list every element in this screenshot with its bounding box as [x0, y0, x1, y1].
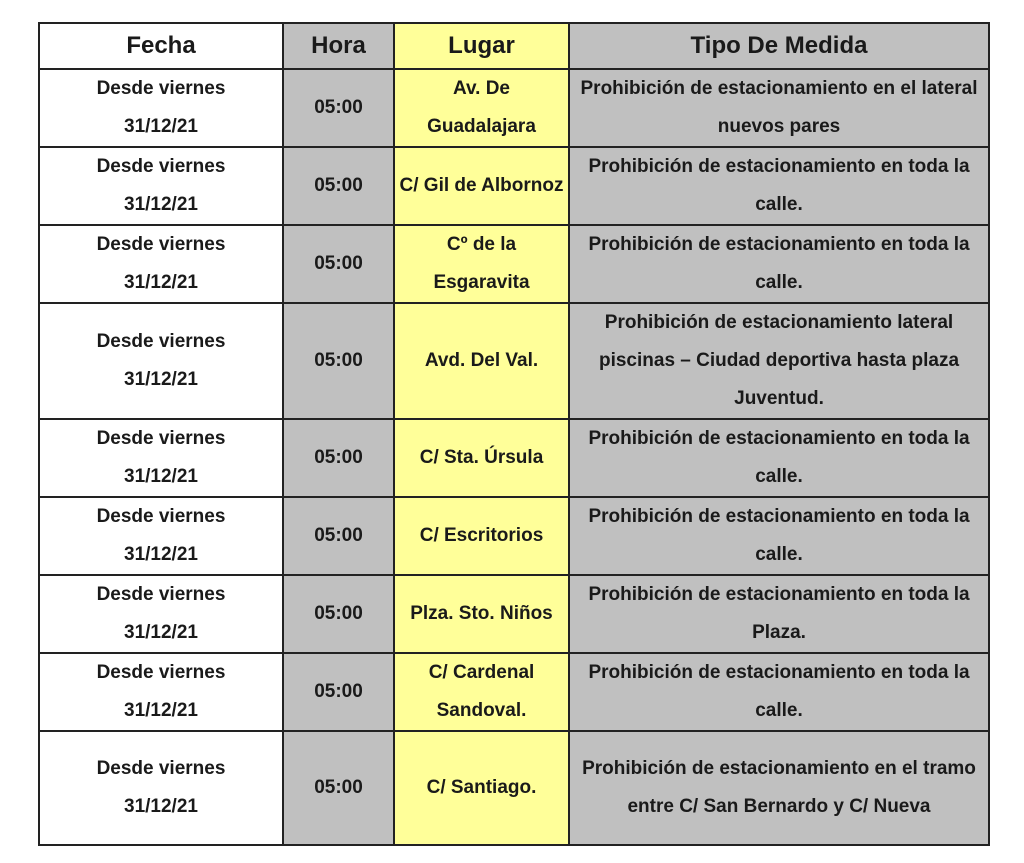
fecha-date: 31/12/21 [124, 369, 198, 390]
fecha-cell [39, 225, 283, 303]
lugar-cell: C/ Escritorios [394, 497, 569, 575]
fecha-cell [39, 575, 283, 653]
header-hora: Hora [283, 23, 394, 69]
hora-cell: 05:00 [283, 731, 394, 845]
tipo-cell: Prohibición de estacionamiento en toda la Plaza. [569, 575, 989, 653]
lugar-cell: C/ Sta. Úrsula [394, 419, 569, 497]
lugar-cell: C/ Santiago. [394, 731, 569, 845]
fecha-date: 31/12/21 [124, 622, 198, 643]
fecha-date: 31/12/21 [124, 116, 198, 137]
parking-measures-table [38, 22, 990, 846]
fecha-cell [39, 653, 283, 731]
fecha-day: Desde viernes [96, 662, 226, 683]
fecha-cell [39, 303, 283, 419]
fecha-cell [39, 497, 283, 575]
fecha-day: Desde viernes [96, 428, 226, 449]
table-row [39, 69, 989, 147]
fecha-date: 31/12/21 [124, 796, 198, 817]
fecha-cell [39, 147, 283, 225]
hora-cell: 05:00 [283, 303, 394, 419]
fecha-day: Desde viernes [96, 331, 226, 352]
hora-cell: 05:00 [283, 653, 394, 731]
fecha-date: 31/12/21 [124, 272, 198, 293]
hora-cell: 05:00 [283, 69, 394, 147]
table-row [39, 303, 989, 419]
fecha-day: Desde viernes [96, 234, 226, 255]
header-lugar: Lugar [394, 23, 569, 69]
tipo-cell: Prohibición de estacionamiento en toda la calle. [569, 497, 989, 575]
hora-cell: 05:00 [283, 575, 394, 653]
table-row [39, 147, 989, 225]
tipo-cell: Prohibición de estacionamiento en toda la calle. [569, 225, 989, 303]
table-row [39, 497, 989, 575]
table-row [39, 653, 989, 731]
fecha-day: Desde viernes [96, 584, 226, 605]
table-header [39, 23, 989, 69]
lugar-cell: Av. De Guadalajara [394, 69, 569, 147]
header-row [39, 23, 989, 69]
lugar-cell: C/ Gil de Albornoz [394, 147, 569, 225]
tipo-cell: Prohibición de estacionamiento en toda la calle. [569, 653, 989, 731]
fecha-day: Desde viernes [96, 506, 226, 527]
fecha-cell [39, 69, 283, 147]
lugar-cell: Avd. Del Val. [394, 303, 569, 419]
fecha-date: 31/12/21 [124, 544, 198, 565]
table-body [39, 69, 989, 845]
fecha-date: 31/12/21 [124, 194, 198, 215]
header-fecha: Fecha [39, 23, 283, 69]
lugar-cell: Plza. Sto. Niños [394, 575, 569, 653]
fecha-day: Desde viernes [96, 758, 226, 779]
table-row [39, 225, 989, 303]
hora-cell: 05:00 [283, 225, 394, 303]
tipo-cell: Prohibición de estacionamiento en el tramo entre C/ San Bernardo y C/ Nueva [569, 731, 989, 845]
hora-cell: 05:00 [283, 147, 394, 225]
lugar-cell: C/ Cardenal Sandoval. [394, 653, 569, 731]
table-row [39, 419, 989, 497]
header-tipo: Tipo De Medida [569, 23, 989, 69]
fecha-cell [39, 419, 283, 497]
hora-cell: 05:00 [283, 497, 394, 575]
fecha-cell [39, 731, 283, 845]
tipo-cell: Prohibición de estacionamiento en toda la calle. [569, 147, 989, 225]
table-row [39, 575, 989, 653]
tipo-cell: Prohibición de estacionamiento en el lateral nuevos pares [569, 69, 989, 147]
hora-cell: 05:00 [283, 419, 394, 497]
fecha-date: 31/12/21 [124, 466, 198, 487]
fecha-day: Desde viernes [96, 78, 226, 99]
table-row [39, 731, 989, 845]
fecha-date: 31/12/21 [124, 700, 198, 721]
tipo-cell: Prohibición de estacionamiento lateral piscinas – Ciudad deportiva hasta plaza Juventud. [569, 303, 989, 419]
lugar-cell: Cº de la Esgaravita [394, 225, 569, 303]
tipo-cell: Prohibición de estacionamiento en toda la calle. [569, 419, 989, 497]
fecha-day: Desde viernes [96, 156, 226, 177]
